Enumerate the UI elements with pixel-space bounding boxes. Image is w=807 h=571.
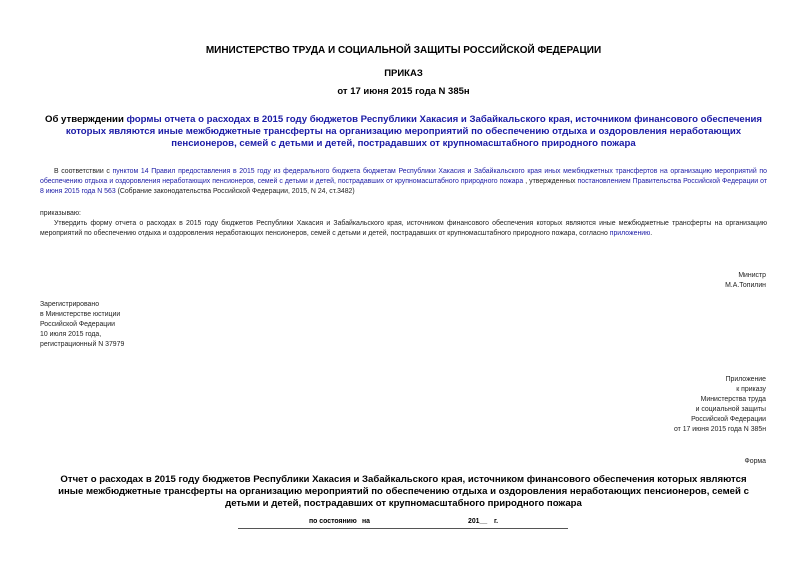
registration-block bbox=[40, 300, 240, 350]
preamble-text-1: В соответствии с bbox=[54, 168, 113, 175]
appendix-line: к приказу bbox=[736, 386, 766, 393]
ministry-heading: МИНИСТЕРСТВО ТРУДА И СОЦИАЛЬНОЙ ЗАЩИТЫ РОССИЙСКОЙ ФЕДЕРАЦИИ bbox=[205, 45, 602, 56]
title-prefix: Об утверждении bbox=[44, 114, 127, 125]
registration-line: Зарегистрировано bbox=[40, 301, 100, 308]
minister-title: Министр bbox=[738, 272, 766, 279]
preamble-text-3: (Собрание законодательства Российской Федерации, 2015, N 24, ст.3482) bbox=[115, 188, 355, 195]
appendix-line: Российской Федерации bbox=[691, 416, 766, 423]
date-underline bbox=[238, 528, 568, 529]
minister-signature bbox=[566, 271, 766, 291]
appendix-line: Министерства труда bbox=[700, 396, 766, 403]
appendix-block bbox=[566, 375, 766, 435]
report-title: Отчет о расходах в 2015 году бюджетов Республики Хакасия и Забайкальского края, источником финансового обеспечения которых являются иные межбюджетные трансферты на организацию мероприятий по обеспечению отдыха и оздоровления неработающих пенсионеров, семей с детьми и детей, пострадавших от крупномасштабного природного пожара bbox=[58, 474, 749, 509]
preamble-text-2: , утвержденных bbox=[523, 178, 578, 185]
approve-text-2: . bbox=[650, 230, 653, 237]
as-of-year-suffix: г. bbox=[494, 518, 499, 525]
as-of-on: на bbox=[362, 518, 370, 525]
order-date: от 17 июня 2015 года N 385н bbox=[337, 86, 470, 97]
title-link[interactable]: формы отчета о расходах в 2015 году бюджетов Республики Хакасия и Забайкальского края, источником финансового обеспечения которых являются иные межбюджетные трансферты на организацию мероприятий по обеспечению отдыха и оздоровления неработающих пенсионеров, семей с детьми и детей, пострадавших от крупномасштабного природного пожара bbox=[65, 114, 763, 149]
appendix-link[interactable]: приложению bbox=[609, 230, 651, 237]
registration-line: в Министерстве юстиции bbox=[40, 311, 121, 318]
approve-paragraph bbox=[40, 219, 767, 239]
registration-line: регистрационный N 37979 bbox=[40, 341, 125, 348]
rules-link[interactable]: пунктом 14 Правил предоставления в 2015 году из федерального бюджета бюджетам Республики Хакасия и Забайкальского края иных межбюджетных трансфертов на организацию мероприятий по обеспечению отдыха и оздоровления неработающих пенсионеров, семей с детьми и детей, пострадавших от крупномасштабного природного пожара bbox=[40, 168, 767, 185]
minister-name: М.А.Топилин bbox=[725, 282, 766, 289]
preamble-paragraph bbox=[40, 167, 767, 197]
appendix-line: Приложение bbox=[725, 376, 766, 383]
as-of-year: 201__ bbox=[468, 518, 488, 525]
form-label: Форма bbox=[744, 458, 766, 465]
approve-text-1: Утвердить форму отчета о расходах в 2015 году бюджетов Республики Хакасия и Забайкальского края, источником финансового обеспечения которых являются иные межбюджетные трансферты на организацию мероприятий по обеспечению отдыха и оздоровления неработающих пенсионеров, семей с детьми и детей, пострадавших от крупномасштабного природного пожара, согласно bbox=[40, 220, 767, 237]
registration-line: Российской Федерации bbox=[40, 321, 115, 328]
appendix-line: от 17 июня 2015 года N 385н bbox=[673, 426, 766, 433]
resolution-link[interactable]: постановлением Правительства Российской Федерации от 8 июня 2015 года N 563 bbox=[40, 178, 767, 195]
order-heading: ПРИКАЗ bbox=[384, 68, 423, 79]
registration-line: 10 июля 2015 года, bbox=[40, 331, 102, 338]
appendix-line: и социальной защиты bbox=[695, 406, 766, 413]
orders-label: приказываю: bbox=[40, 210, 81, 217]
as-of-label: по состоянию bbox=[309, 518, 357, 525]
document-title bbox=[40, 114, 767, 150]
